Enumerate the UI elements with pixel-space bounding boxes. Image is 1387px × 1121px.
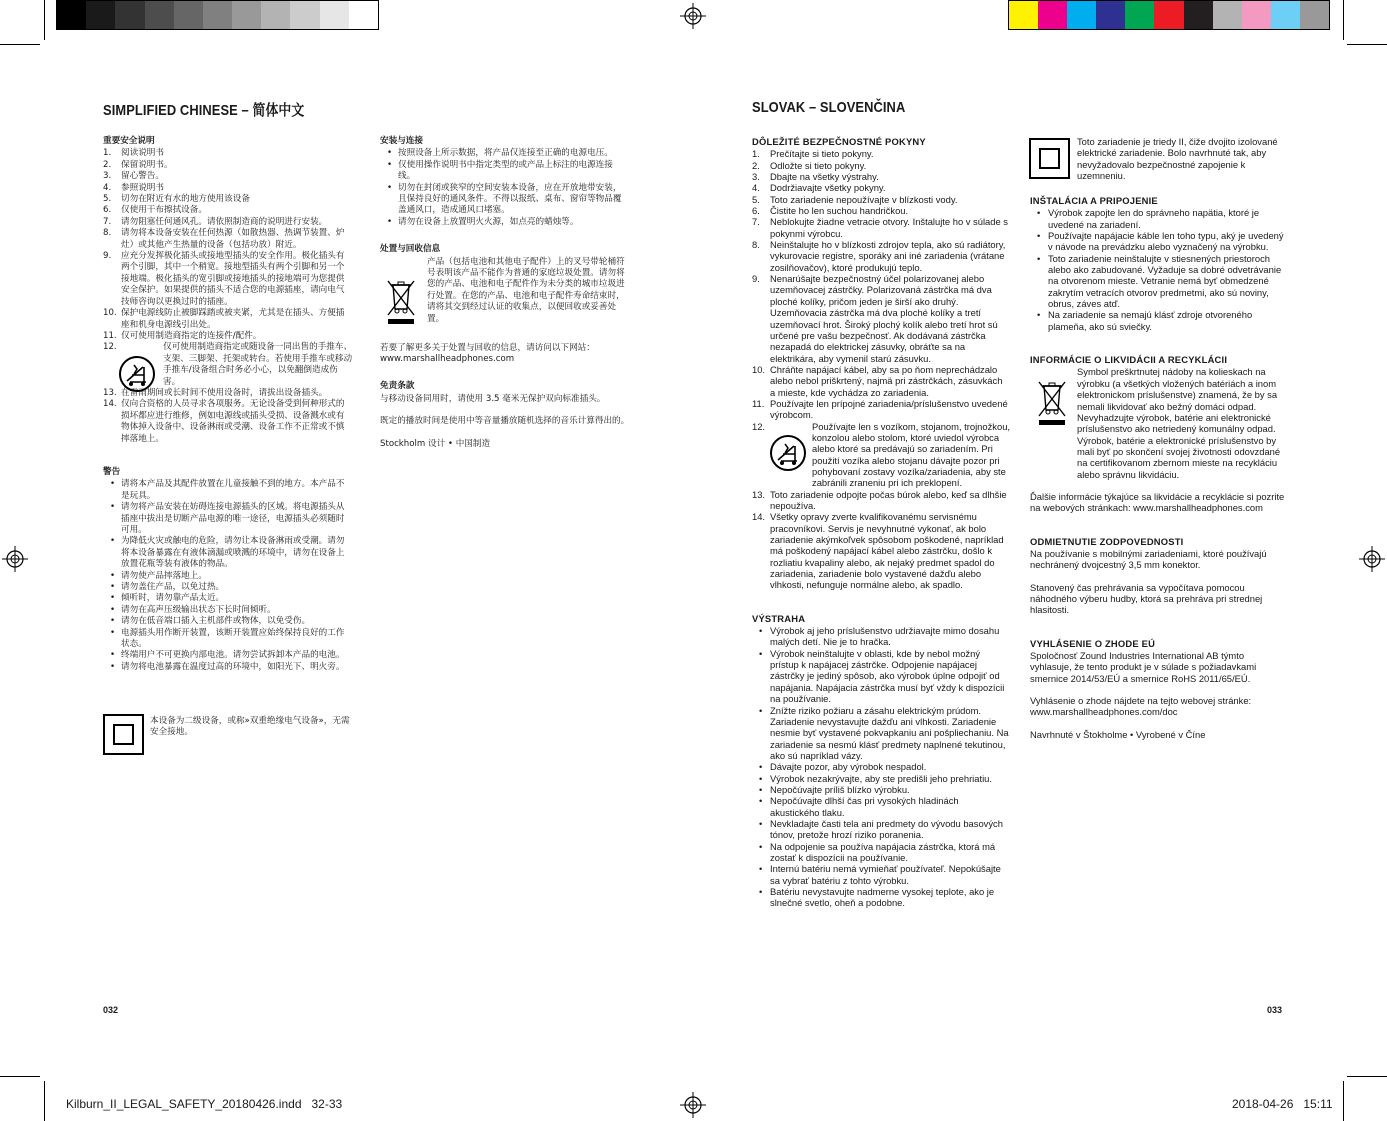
- list-item: [752, 511, 1010, 590]
- list-item-text: Toto zariadenie nepoužívajte v blízkosti vody.: [770, 193, 958, 205]
- list-item: [752, 398, 1010, 421]
- registration-mark-icon: [680, 1092, 706, 1118]
- list-item: [752, 148, 1010, 159]
- crop-mark: [1343, 0, 1344, 40]
- list-item: • Internú batériu nemá vymieňať používateľ. Nepokúšajte sa vybrať batériu z tohto výrobku.: [752, 863, 1010, 886]
- page-number-right: 033: [1267, 1005, 1283, 1015]
- crop-mark: [44, 1081, 45, 1121]
- color-swatch: [1125, 1, 1154, 29]
- gray-swatch: [320, 1, 349, 29]
- color-swatch: [1184, 1, 1213, 29]
- conformity-heading: VYHLÁSENIE O ZHODE EÚ: [1030, 637, 1156, 649]
- list-item: • Výrobok neinštalujte v oblasti, kde by nebol možný prístup k napájacej zástrčke. Odpojenie napájacej zástrčky je jediný spôsob, ako výrobok úplne odpojiť od napájania. Napájacia zástrčka musí byť vždy k dispozícii na používanie.: [752, 648, 1010, 705]
- list-number: 14.: [752, 511, 766, 523]
- list-number: 6.: [752, 205, 760, 217]
- gray-swatch: [57, 1, 86, 29]
- list-item: [103, 160, 353, 171]
- list-item-text: Dodržiavajte všetky pokyny.: [770, 182, 886, 194]
- list-item: [103, 217, 353, 228]
- safety-heading: DÔLEŽITÉ BEZPEČNOSTNÉ POKYNY: [752, 136, 926, 147]
- list-item: • 仅使用操作说明书中指定类型的或产品上标注的电源连接线。: [380, 160, 630, 183]
- disposal-heading: INFORMÁCIE O LIKVIDÁCII A RECYKLÁCII: [1030, 354, 1228, 366]
- class2-text: 本设备为二级设备，或称»双重绝缘电气设备»，无需安全接地。: [150, 716, 350, 738]
- list-number: 11.: [752, 397, 765, 409]
- list-item-text: 请勿阻塞任何通风孔。请依照制造商的说明进行安装。: [121, 216, 328, 227]
- list-item: • Výrobok zapojte len do správneho napätia, ktoré je uvedené na zariadení.: [1030, 207, 1286, 230]
- disclaimer-text: 与移动设备同用时，请使用 3.5 毫米无保护双向标准插头。: [380, 393, 606, 404]
- list-number: 13.: [103, 387, 117, 398]
- list-number: 3.: [752, 171, 760, 183]
- list-item: • 请勿使产品摔落地上。: [103, 571, 353, 582]
- list-item: • 为降低火灾或触电的危险，请勿让本设备淋雨或受潮。请勿将本设备暴露在有液体滴漏或喷溅的环境中，请勿在设备上放置花瓶等装有液体的物品。: [103, 536, 353, 570]
- cart-warning-icon: [118, 355, 156, 393]
- list-item: • 请勿在低音端口插入主机部件或物体，以免受伤。: [103, 616, 353, 627]
- right-column-1: [752, 136, 1010, 909]
- color-swatch: [1067, 1, 1096, 29]
- list-item: • 倾听时，请勿靠产品太近。: [103, 593, 353, 604]
- list-item: [752, 489, 1010, 512]
- page-title-slovak: SLOVAK – SLOVENČINA: [752, 99, 906, 116]
- list-item: • Výrobok nezakrývajte, aby ste predišli jeho prehriatiu.: [752, 773, 1010, 784]
- list-item-text: Nenarúšajte bezpečnostný účel polarizovanej alebo uzemňovacej zástrčky. Polarizovaná zástrčka má dva ploché kolíky, pričom jeden je širší ako druhý. Uzemňovacia zástrčka má dva ploché kolíky a tretí uzemňovací hrot. Široký plochý kolík alebo tretí hrot sú určené pre vašu bezpečnosť. Ak dodávaná zástrčka nezapadá do elektrickej zásuvky, obráťte sa na elektrikára, aby vymenil starú zásuvku.: [770, 273, 998, 364]
- list-item: [103, 183, 353, 194]
- list-number: 2.: [103, 159, 112, 170]
- list-item-text: 请勿将本设备安装在任何热源（如散热器、热调节装置、炉灶）或其他产生热量的设备（包括功放）附近。: [121, 228, 345, 250]
- list-number: 4.: [103, 182, 112, 193]
- list-item-text: 保留说明书。: [121, 159, 173, 170]
- list-item: • 电源插头用作断开装置，该断开装置应始终保持良好的工作状态。: [103, 628, 353, 651]
- left-column-1: [103, 136, 353, 673]
- warning-list: [752, 625, 1010, 909]
- list-item: • Dávajte pozor, aby výrobok nespadol.: [752, 761, 1010, 772]
- list-item: • Nepočúvajte dlhší čas pri vysokých hladinách akustického tlaku.: [752, 795, 1010, 818]
- crop-mark: [1347, 44, 1387, 45]
- gray-swatch: [145, 1, 174, 29]
- disclaimer-text: Na používanie s mobilnými zariadeniami, ktoré používajú nechránený dvojcestný 3,5 mm konektor.: [1030, 547, 1267, 571]
- gray-swatch: [115, 1, 144, 29]
- list-item: • Nevkladajte časti tela ani predmety do vývodu basových tónov, pretože hrozí riziko poranenia.: [752, 818, 1010, 841]
- list-number: 8.: [103, 228, 112, 239]
- list-item-text: 仅可使用制造商指定或随设备一同出售的手推车、支架、三脚架、托架或转台。若使用手推车或移动手推车/设备组合时务必小心，以免翻倒造成伤害。: [163, 342, 353, 387]
- gray-swatch: [232, 1, 261, 29]
- list-item: [103, 399, 353, 445]
- class2-double-square-icon: [103, 714, 144, 755]
- list-item: [103, 331, 353, 342]
- list-item: • Na zariadenie sa nemajú klásť zdroje otvoreného plameňa, ako sú sviečky.: [1030, 309, 1286, 332]
- playback-text: 既定的播放时间是使用中等音量播放随机选择的音乐计算得出的。: [380, 416, 630, 427]
- grayscale-bar: [56, 0, 379, 30]
- crop-mark: [1347, 1076, 1387, 1077]
- list-number: 12.: [752, 420, 766, 432]
- color-swatch: [1242, 1, 1271, 29]
- list-item-text: Toto zariadenie odpojte počas búrok alebo, keď sa dlhšie nepoužíva.: [770, 488, 1007, 511]
- list-item-text: Odložte si tieto pokyny.: [770, 159, 867, 171]
- list-item-text: Všetky opravy zverte kvalifikovanému servisnému pracovníkovi. Servis je nevyhnutné vykonať, ak bolo zariadenie akýmkoľvek spôsobom poškodené, napríklad má poškodený napájací kábel alebo zástrčku, došlo k rozliatiu kvapaliny alebo, ak nejaký predmet spadol do zariadenia, zariadenie bolo vystavené dažďu alebo vlhkosti, nefunguje normálne alebo, ak spadlo.: [770, 511, 1004, 591]
- disclaimer-heading: ODMIETNUTIE ZODPOVEDNOSTI: [1030, 535, 1184, 547]
- safety-heading: 重要安全说明: [103, 136, 155, 146]
- crop-mark: [1343, 1081, 1344, 1121]
- list-item-text: Dbajte na všetky výstrahy.: [770, 171, 879, 183]
- list-item: • 请勿在设备上放置明火火源，如点亮的蜡烛等。: [380, 217, 630, 228]
- warning-list: [103, 479, 353, 673]
- weee-bin-icon: [385, 277, 417, 325]
- list-number: 11.: [103, 330, 117, 341]
- list-item: [103, 148, 353, 159]
- list-item: • 请将本产品及其配件放置在儿童接触不到的地方。本产品不是玩具。: [103, 479, 353, 502]
- list-number: 9.: [103, 251, 112, 262]
- list-item: • Na odpojenie sa používa napájacia zástrčka, ktorá má zostať k dispozícii na používanie.: [752, 841, 1010, 864]
- gray-swatch: [349, 1, 378, 29]
- list-item: [752, 194, 1010, 205]
- weee-bin-icon: [1036, 378, 1068, 426]
- gray-swatch: [261, 1, 290, 29]
- list-item: [103, 171, 353, 182]
- made-in: Stockholm 设计 • 中国制造: [380, 438, 491, 449]
- list-item: • 请勿盖住产品，以免过热。: [103, 582, 353, 593]
- list-item-text: 留心警告。: [121, 171, 164, 182]
- class2-text: Toto zariadenie je triedy II, čiže dvojito izolované elektrické zariadenie. Bolo navrhnuté tak, aby nevyžadovalo bezpečnostné zapojenie k uzemneniu.: [1077, 136, 1278, 182]
- color-swatch: [1009, 1, 1038, 29]
- color-swatch: [1213, 1, 1242, 29]
- cart-warning-icon: [769, 434, 807, 472]
- registration-mark-icon: [1359, 546, 1385, 572]
- color-swatch: [1096, 1, 1125, 29]
- list-item: • Toto zariadenie neinštalujte v stiesnených priestoroch alebo ako zabudované. Vyžaduje sa dobré odvetrávanie na otvorenom mieste. Vetranie nemá byť obmedzené zakrytím vetracích otvorov predmetmi, ako sú noviny, obrus, záves atď.: [1030, 253, 1286, 310]
- conformity-text: Spoločnosť Zound Industries International AB týmto vyhlasuje, že tento produkt je v súlade s požiadavkami smernice 2014/53/EÚ a smernice RoHS 2011/65/EÚ.: [1030, 650, 1257, 684]
- registration-mark-icon: [680, 3, 706, 29]
- conformity-link: Vyhlásenie o zhode nájdete na tejto webovej stránke: www.marshallheadphones.com/doc: [1030, 695, 1252, 718]
- list-number: 12.: [103, 342, 117, 353]
- color-bar: [1008, 0, 1330, 30]
- list-item: • Nepočúvajte príliš blízko výrobku.: [752, 784, 1010, 795]
- list-item: [103, 251, 353, 308]
- disposal-text: 产品（包括电池和其他电子配件）上的叉号带轮桶符号表明该产品不能作为普通的家庭垃圾处置。请勿将您的产品、电池和电子配件作为未分类的城市垃圾进行处置。在您的产品、电池和电子配件寿命结束时，请将其交到经过认证的收集点，以便回收或妥善处置。: [427, 256, 625, 324]
- list-item-text: 仅向合资格的人员寻求各项服务。无论设备受到何种形式的损坏都应进行维修，例如电源线或插头受损、设备溅水或有物体掉入设备中、设备淋雨或受潮、设备工作不正常或不慎摔落地上。: [121, 399, 345, 444]
- list-item-text: 仅可使用制造商指定的连接件/配件。: [121, 330, 262, 341]
- list-item: • Výrobok aj jeho príslušenstvo udržiavajte mimo dosahu malých detí. Nie je to hračka.: [752, 625, 1010, 648]
- color-swatch: [1300, 1, 1329, 29]
- safety-list: [103, 148, 353, 445]
- left-column-2: [380, 136, 630, 450]
- right-column-2: [1030, 136, 1286, 740]
- list-item-text: Čistite ho len suchou handričkou.: [770, 205, 909, 217]
- list-item: [752, 216, 1010, 239]
- registration-mark-icon: [2, 546, 28, 572]
- gray-swatch: [86, 1, 115, 29]
- disposal-heading: 处置与回收信息: [380, 244, 441, 255]
- list-item: • Batériu nevystavujte nadmerne vysokej teplote, ako je slnečné svetlo, oheň a podobne.: [752, 886, 1010, 909]
- list-item: • 按照设备上所示数据，将产品仅连接至正确的电源电压。: [380, 148, 630, 159]
- warning-heading: VÝSTRAHA: [752, 612, 806, 624]
- crop-mark: [44, 0, 45, 40]
- list-item: • 请勿在高声压级输出状态下长时间倾听。: [103, 605, 353, 616]
- install-heading: 安装与连接: [380, 136, 423, 146]
- list-number: 10.: [752, 363, 766, 375]
- list-number: 3.: [103, 171, 112, 182]
- list-number: 13.: [752, 488, 766, 500]
- list-number: 5.: [752, 193, 760, 205]
- list-number: 4.: [752, 182, 760, 194]
- list-item-text: 在雷雨期间或长时间不使用设备时，请拔出设备插头。: [121, 387, 328, 398]
- playback-text: Stanovený čas prehrávania sa vypočítava pomocou náhodného výberu hudby, ktorá sa prehráva pri strednej hlasitosti.: [1030, 581, 1263, 616]
- warning-heading: 警告: [103, 466, 121, 477]
- list-item: • 请勿将电池暴露在温度过高的环境中，如阳光下、明火旁。: [103, 662, 353, 673]
- list-number: 9.: [752, 273, 760, 285]
- disposal-text: Symbol preškrtnutej nádoby na kolieskach na výrobku (a všetkých vložených batériách a inom elektronickom príslušenstve) znamená, že by sa nemali likvidovať ako bežný domáci odpad. Nevyhadzujte výrobok, batérie ani elektronické príslušenstvo ako netriedený komunálny odpad. Výrobok, batérie a elektronické príslušenstvo by mali byť po skončení svojej životnosti odovzdané na certifikovanom zbernom mieste na recykláciu alebo správnu likvidáciu.: [1077, 366, 1281, 480]
- gray-swatch: [290, 1, 319, 29]
- list-item: [752, 160, 1010, 171]
- list-item: [752, 182, 1010, 193]
- list-item-text: 仅使用干布擦拭设备。: [121, 205, 207, 216]
- list-number: 1.: [103, 148, 112, 159]
- list-item: [752, 273, 1010, 364]
- list-item-text: Prečítajte si tieto pokyny.: [770, 148, 874, 160]
- color-swatch: [1038, 1, 1067, 29]
- crop-mark: [0, 1076, 40, 1077]
- gray-swatch: [203, 1, 232, 29]
- list-item: • 请勿将产品安装在妨碍连接电源插头的区域。将电源插头从插座中拔出是切断产品电源的唯一途径，电源插头必须随时可用。: [103, 502, 353, 536]
- list-number: 14.: [103, 399, 117, 410]
- slug-date: 2018-04-26 15:11: [1232, 1097, 1333, 1111]
- list-item: [752, 171, 1010, 182]
- install-list: [380, 148, 630, 228]
- list-item-text: 切勿在附近有水的地方使用该设备: [121, 194, 250, 205]
- list-item-text: 应充分发挥极化插头或接地型插头的安全作用。极化插头有两个引脚，其中一个稍宽。接地型插头有两个引脚和另一个接地端。极化插头的宽引脚或接地插头的接地端可为您提供安全保护。如果提供的插头不适合您的电源插座，请向电气技师咨询以更换过时的插座。: [121, 251, 345, 307]
- list-item-text: Používajte len s vozíkom, stojanom, trojnožkou, konzolou alebo stolom, ktoré uviedol výrobca alebo ktoré sa predávajú so zariadením. Pri použití vozíka alebo stojanu dávajte pozor pri pohybovaní zostavy vozíka/zariadenia, aby ste zabránili zraneniu pri ich preklopení.: [812, 420, 1011, 489]
- list-item: [752, 205, 1010, 216]
- list-item: • 终端用户不可更换内部电池。请勿尝试拆卸本产品的电池。: [103, 650, 353, 661]
- disposal-more: 若要了解更多关于处置与回收的信息，请访问以下网站：www.marshallheadphones.com: [380, 342, 595, 365]
- list-number: 10.: [103, 308, 117, 319]
- list-item: [103, 228, 353, 251]
- disposal-more: Ďalšie informácie týkajúce sa likvidácie a recyklácie si pozrite na webových stránkach: www.marshallheadphones.com: [1030, 490, 1285, 514]
- list-item-text: Neinštalujte ho v blízkosti zdrojov tepla, ako sú radiátory, vykurovacie registre, sporáky ani iné zariadenia (vrátane zosilňovačov), ktoré produkujú teplo.: [770, 239, 1006, 273]
- page-number-left: 032: [103, 1005, 119, 1015]
- crop-mark: [0, 44, 40, 45]
- list-item-text: 保护电源线防止被脚踩踏或被夹紧，尤其是在插头、方便插座和机身电源线引出处。: [121, 308, 345, 330]
- list-item: • Používajte napájacie káble len toho typu, aký je uvedený v návode na prevádzku alebo vyznačený na výrobku.: [1030, 230, 1286, 253]
- list-item: [103, 205, 353, 216]
- made-in: Navrhnuté v Štokholme • Vyrobené v Číne: [1030, 728, 1206, 740]
- list-number: 7.: [752, 216, 760, 228]
- list-number: 8.: [752, 239, 760, 251]
- list-number: 1.: [752, 148, 760, 160]
- list-item: • Znížte riziko požiaru a zásahu elektrickým prúdom. Zariadenie nevystavujte dažďu ani vlhkosti. Zariadenie nesmie byť vystavené pokvapkaniu ani pošpliechaniu. Na zariadenie sa nesmú klásť predmety naplnené tekutinou, ako sú napríklad vázy.: [752, 705, 1010, 762]
- list-item: [752, 239, 1010, 273]
- list-item: [103, 308, 353, 331]
- list-item-text: Chráňte napájací kábel, aby sa po ňom neprechádzalo alebo nebol priškrtený, najmä pri zástrčkách, zásuvkách a mieste, kde vychádza zo zariadenia.: [770, 363, 1003, 398]
- color-swatch: [1154, 1, 1183, 29]
- list-number: 7.: [103, 216, 112, 227]
- list-number: 2.: [752, 159, 760, 171]
- install-list: [1030, 207, 1286, 332]
- page-title-chinese: SIMPLIFIED CHINESE – 简体中文: [103, 102, 305, 119]
- list-item: [103, 194, 353, 205]
- slug-filename: Kilburn_II_LEGAL_SAFETY_20180426.indd 32-33: [66, 1097, 343, 1111]
- list-number: 5.: [103, 194, 112, 205]
- list-item-text: 参照说明书: [121, 182, 164, 193]
- list-item-text: Používajte len prípojné zariadenia/príslušenstvo uvedené výrobcom.: [770, 397, 1008, 421]
- list-item-text: 阅读说明书: [121, 148, 164, 159]
- gray-swatch: [174, 1, 203, 29]
- list-number: 6.: [103, 205, 112, 216]
- install-heading: INŠTALÁCIA A PRIPOJENIE: [1030, 195, 1158, 206]
- color-swatch: [1271, 1, 1300, 29]
- list-item-text: Neblokujte žiadne vetracie otvory. Inštalujte ho v súlade s pokynmi výrobcu.: [770, 216, 1008, 239]
- disclaimer-heading: 免责条款: [380, 381, 415, 392]
- list-item: [752, 364, 1010, 398]
- list-item: • 切勿在封闭或狭窄的空间安装本设备，应在开放地带安装，且保持良好的通风条件。不得以报纸、桌布、窗帘等物品覆盖通风口，造成通风口堵塞。: [380, 183, 630, 217]
- safety-list: [752, 148, 1010, 590]
